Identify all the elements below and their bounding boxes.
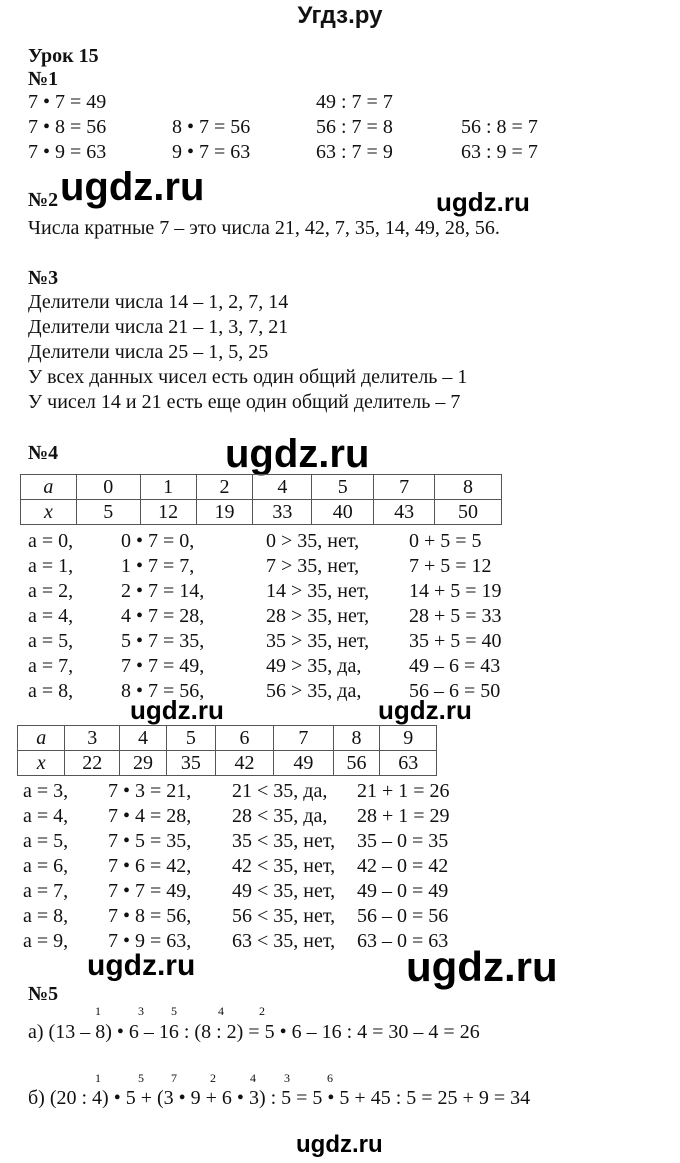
task1-cell: 9 • 7 = 63 <box>172 141 251 163</box>
step-result: 63 – 0 = 63 <box>357 930 449 952</box>
table-header-a: a <box>18 726 65 751</box>
step-mult: 8 • 7 = 56, <box>121 680 205 702</box>
step-compare: 63 < 35, нет, <box>232 930 336 952</box>
step-a: a = 9, <box>23 930 69 952</box>
watermark: ugdz.ru <box>436 187 530 217</box>
step-a: a = 6, <box>23 855 69 877</box>
watermark: ugdz.ru <box>406 943 558 990</box>
order-mark: 6 <box>327 1071 333 1085</box>
table-cell: 40 <box>312 500 374 525</box>
order-mark: 3 <box>138 1004 144 1018</box>
task1-cell: 56 : 7 = 8 <box>316 116 393 138</box>
task3-line: Делители числа 14 – 1, 2, 7, 14 <box>28 291 289 313</box>
step-a: a = 2, <box>28 580 74 602</box>
table-cell: 35 <box>166 751 215 776</box>
table-row-a <box>21 475 502 500</box>
step-result: 21 + 1 = 26 <box>357 780 450 802</box>
step-mult: 7 • 3 = 21, <box>108 780 192 802</box>
watermark: ugdz.ru <box>378 695 472 725</box>
step-result: 49 – 6 = 43 <box>409 655 501 677</box>
step-compare: 7 > 35, нет, <box>266 555 360 577</box>
step-compare: 0 > 35, нет, <box>266 530 360 552</box>
task5-b-expression: б) (20 : 4) • 5 + (3 • 9 + 6 • 3) : 5 = 5 • 5 + 45 : 5 = 25 + 9 = 34 <box>28 1087 531 1109</box>
table-row-x <box>21 500 502 525</box>
watermark: ugdz.ru <box>225 432 370 476</box>
step-compare: 14 > 35, нет, <box>266 580 370 602</box>
table-cell: 7 <box>274 726 333 751</box>
table-header-x: x <box>18 751 65 776</box>
order-mark: 4 <box>218 1004 224 1018</box>
task3-line: У всех данных чисел есть один общий делитель – 1 <box>28 366 468 388</box>
table-cell: 42 <box>215 751 273 776</box>
step-mult: 1 • 7 = 7, <box>121 555 195 577</box>
table-cell: 4 <box>120 726 167 751</box>
order-mark: 5 <box>171 1004 177 1018</box>
step-a: a = 0, <box>28 530 74 552</box>
step-a: a = 7, <box>23 880 69 902</box>
task2-heading: №2 <box>28 189 59 211</box>
task4-heading: №4 <box>28 442 59 464</box>
watermark: ugdz.ru <box>130 695 224 725</box>
task2-text: Числа кратные 7 – это числа 21, 42, 7, 35, 14, 49, 28, 56. <box>28 217 500 239</box>
site-title[interactable]: Угдз.ру <box>297 2 383 29</box>
order-mark: 1 <box>95 1071 101 1085</box>
task1-heading: №1 <box>28 68 59 90</box>
step-a: a = 7, <box>28 655 74 677</box>
step-compare: 42 < 35, нет, <box>232 855 336 877</box>
step-result: 28 + 5 = 33 <box>409 605 502 627</box>
step-result: 28 + 1 = 29 <box>357 805 450 827</box>
step-a: a = 5, <box>23 830 69 852</box>
step-mult: 5 • 7 = 35, <box>121 630 205 652</box>
task4-table-1 <box>20 474 502 525</box>
order-mark: 7 <box>171 1071 177 1085</box>
step-compare: 56 < 35, нет, <box>232 905 336 927</box>
step-a: a = 8, <box>28 680 74 702</box>
step-mult: 7 • 5 = 35, <box>108 830 192 852</box>
step-compare: 21 < 35, да, <box>232 780 328 802</box>
step-mult: 7 • 7 = 49, <box>108 880 192 902</box>
order-mark: 2 <box>259 1004 265 1018</box>
step-result: 42 – 0 = 42 <box>357 855 449 877</box>
task1-cell: 63 : 9 = 7 <box>461 141 538 163</box>
watermark: ugdz.ru <box>60 165 205 209</box>
table-row-a <box>18 726 437 751</box>
watermark: ugdz.ru <box>296 1131 383 1158</box>
step-compare: 28 > 35, нет, <box>266 605 370 627</box>
table-cell: 9 <box>380 726 437 751</box>
task3-line: У чисел 14 и 21 есть еще один общий делитель – 7 <box>28 391 461 413</box>
step-compare: 28 < 35, да, <box>232 805 328 827</box>
step-a: a = 4, <box>28 605 74 627</box>
table-cell: 8 <box>333 726 380 751</box>
step-result: 49 – 0 = 49 <box>357 880 449 902</box>
table-cell: 22 <box>65 751 120 776</box>
step-result: 0 + 5 = 5 <box>409 530 482 552</box>
task1-cell: 7 • 8 = 56 <box>28 116 107 138</box>
task1-cell: 56 : 8 = 7 <box>461 116 538 138</box>
table-cell: 29 <box>120 751 167 776</box>
table-row-x <box>18 751 437 776</box>
table-cell: 63 <box>380 751 437 776</box>
step-mult: 0 • 7 = 0, <box>121 530 195 552</box>
task1-cell: 7 • 7 = 49 <box>28 91 107 113</box>
task1-cell: 63 : 7 = 9 <box>316 141 393 163</box>
table-cell: 43 <box>374 500 435 525</box>
step-a: a = 1, <box>28 555 74 577</box>
order-mark: 1 <box>95 1004 101 1018</box>
task3-line: Делители числа 25 – 1, 5, 25 <box>28 341 269 363</box>
step-mult: 7 • 9 = 63, <box>108 930 192 952</box>
lesson-title: Урок 15 <box>28 45 99 67</box>
step-result: 35 + 5 = 40 <box>409 630 502 652</box>
table-cell: 50 <box>435 500 502 525</box>
step-result: 56 – 0 = 56 <box>357 905 449 927</box>
step-result: 35 – 0 = 35 <box>357 830 449 852</box>
step-a: a = 3, <box>23 780 69 802</box>
table-cell: 0 <box>76 475 140 500</box>
step-mult: 2 • 7 = 14, <box>121 580 205 602</box>
table-cell: 8 <box>435 475 502 500</box>
order-mark: 3 <box>284 1071 290 1085</box>
task3-heading: №3 <box>28 267 59 289</box>
table-header-x: x <box>21 500 77 525</box>
step-mult: 7 • 6 = 42, <box>108 855 192 877</box>
table-cell: 19 <box>196 500 253 525</box>
order-mark: 2 <box>210 1071 216 1085</box>
table-cell: 5 <box>166 726 215 751</box>
table-cell: 33 <box>253 500 312 525</box>
step-a: a = 4, <box>23 805 69 827</box>
step-compare: 56 > 35, да, <box>266 680 362 702</box>
task1-cell: 49 : 7 = 7 <box>316 91 393 113</box>
step-compare: 35 < 35, нет, <box>232 830 336 852</box>
task3-line: Делители числа 21 – 1, 3, 7, 21 <box>28 316 289 338</box>
step-compare: 49 > 35, да, <box>266 655 362 677</box>
table-header-a: a <box>21 475 77 500</box>
step-mult: 7 • 8 = 56, <box>108 905 192 927</box>
table-cell: 12 <box>140 500 196 525</box>
watermark: ugdz.ru <box>87 949 196 982</box>
table-cell: 4 <box>253 475 312 500</box>
step-a: a = 8, <box>23 905 69 927</box>
task1-cell: 7 • 9 = 63 <box>28 141 107 163</box>
step-compare: 35 > 35, нет, <box>266 630 370 652</box>
table-cell: 2 <box>196 475 253 500</box>
table-cell: 7 <box>374 475 435 500</box>
order-mark: 4 <box>250 1071 256 1085</box>
step-result: 56 – 6 = 50 <box>409 680 501 702</box>
step-compare: 49 < 35, нет, <box>232 880 336 902</box>
table-cell: 6 <box>215 726 273 751</box>
table-cell: 1 <box>140 475 196 500</box>
table-cell: 49 <box>274 751 333 776</box>
task4-table-2 <box>17 725 437 776</box>
table-cell: 5 <box>76 500 140 525</box>
step-mult: 7 • 4 = 28, <box>108 805 192 827</box>
step-mult: 7 • 7 = 49, <box>121 655 205 677</box>
task5-a-expression: а) (13 – 8) • 6 – 16 : (8 : 2) = 5 • 6 – 16 : 4 = 30 – 4 = 26 <box>28 1021 480 1043</box>
task1-cell: 8 • 7 = 56 <box>172 116 251 138</box>
step-mult: 4 • 7 = 28, <box>121 605 205 627</box>
task5-heading: №5 <box>28 983 59 1005</box>
table-cell: 3 <box>65 726 120 751</box>
step-result: 7 + 5 = 12 <box>409 555 492 577</box>
step-a: a = 5, <box>28 630 74 652</box>
table-cell: 5 <box>312 475 374 500</box>
order-mark: 5 <box>138 1071 144 1085</box>
step-result: 14 + 5 = 19 <box>409 580 502 602</box>
table-cell: 56 <box>333 751 380 776</box>
